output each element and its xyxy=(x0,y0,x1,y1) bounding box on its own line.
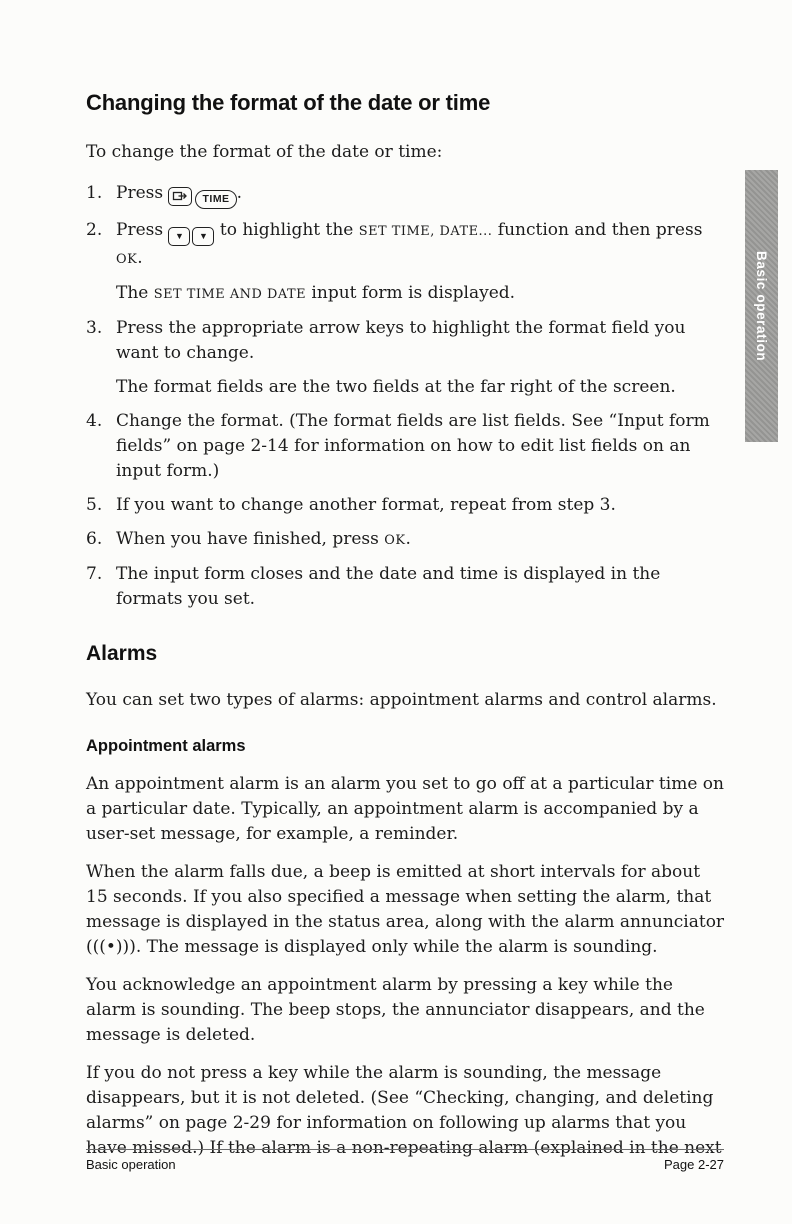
appointment-alarms-title: Appointment alarms xyxy=(86,736,246,755)
step-body xyxy=(116,316,726,400)
appointment-paragraph-3: You acknowledge an appointment alarm by pressing a key while the alarm is sounding. The beep stops, the annunciator disappears, and the message is deleted. xyxy=(86,974,705,1045)
step-body xyxy=(116,527,726,553)
text-segment: to highlight the xyxy=(214,219,359,240)
page-footer xyxy=(86,1149,724,1172)
step-4 xyxy=(86,409,726,484)
step-number: 5. xyxy=(86,494,103,515)
step-text xyxy=(116,181,726,209)
smallcaps-label: OK xyxy=(384,532,406,548)
step-text: If you want to change another format, repeat from step 3. xyxy=(116,494,616,515)
step-body xyxy=(116,218,726,307)
step-number: 6. xyxy=(86,528,103,549)
step-number: 7. xyxy=(86,563,103,584)
text-segment: Press xyxy=(116,219,169,240)
section-edge-tab-label: Basic operation xyxy=(754,250,769,362)
step-note: The format fields are the two fields at the far right of the screen. xyxy=(116,376,676,397)
appointment-paragraph-1: An appointment alarm is an alarm you set to go off at a particular time on a particular date. Typically, an appointment alarm is accompanied by a user-set message, for example, a reminder. xyxy=(86,773,724,844)
down-arrow-key-icon: ▼ xyxy=(192,227,214,246)
step-text xyxy=(116,527,726,553)
control-key-icon xyxy=(168,187,192,206)
text-segment: input form is displayed. xyxy=(306,282,516,303)
text-segment: . xyxy=(236,183,242,203)
step-number: 4. xyxy=(86,410,103,431)
page-content xyxy=(86,90,726,1174)
step-text xyxy=(116,218,726,272)
text-segment: The xyxy=(116,282,154,303)
footer-page-number: Page 2-27 xyxy=(664,1157,724,1172)
appointment-paragraph-4: If you do not press a key while the alarm is sounding, the message disappears, but it is not deleted. (See “Checking, changing, and deleting alarms” on page 2-29 for information on following up alarms that you have missed.) If the alarm is a non-repeating alarm (explained in the next xyxy=(86,1062,722,1158)
step-note xyxy=(116,281,726,307)
step-body xyxy=(116,181,726,209)
text-segment: Press xyxy=(116,183,169,203)
step-1 xyxy=(86,181,726,209)
smallcaps-label: SET TIME AND DATE xyxy=(153,286,307,302)
intro-text: To change the format of the date or time: xyxy=(86,142,443,162)
text-segment: function and then press xyxy=(492,219,703,240)
text-segment: . xyxy=(137,247,143,268)
alarms-intro: You can set two types of alarms: appointment alarms and control alarms. xyxy=(86,689,717,710)
alarms-section-title: Alarms xyxy=(86,641,158,665)
smallcaps-label: SET TIME, DATE... xyxy=(358,223,493,239)
step-6 xyxy=(86,527,726,553)
step-text: Press the appropriate arrow keys to highlight the format field you want to change. xyxy=(116,317,686,363)
step-7 xyxy=(86,562,726,612)
step-body xyxy=(116,409,726,484)
step-body xyxy=(116,562,726,612)
section-edge-tab xyxy=(745,170,778,442)
step-2 xyxy=(86,218,726,307)
time-key-icon: TIME xyxy=(195,190,236,209)
step-body xyxy=(116,493,726,518)
step-text: Change the format. (The format fields are list fields. See “Input form fields” on page 2-14 for information on how to edit list fields on an input form.) xyxy=(116,410,710,481)
step-number: 2. xyxy=(86,219,103,240)
step-5 xyxy=(86,493,726,518)
steps-list xyxy=(86,181,726,612)
step-3 xyxy=(86,316,726,400)
step-text: The input form closes and the date and time is displayed in the formats you set. xyxy=(116,563,661,609)
step-number: 3. xyxy=(86,317,103,338)
down-arrow-key-icon: ▼ xyxy=(168,227,190,246)
smallcaps-label: OK xyxy=(116,251,138,267)
page-title: Changing the format of the date or time xyxy=(86,90,491,115)
footer-section-label: Basic operation xyxy=(86,1157,176,1172)
text-segment: . xyxy=(405,528,411,549)
text-segment: When you have finished, press xyxy=(116,528,385,549)
appointment-paragraph-2: When the alarm falls due, a beep is emitted at short intervals for about 15 seconds. If you also specified a message when setting the alarm, that message is displayed in the status area, along with the alarm annunciator (((•))). The message is displayed only while the alarm is sounding. xyxy=(86,861,725,957)
step-number: 1. xyxy=(86,183,103,203)
